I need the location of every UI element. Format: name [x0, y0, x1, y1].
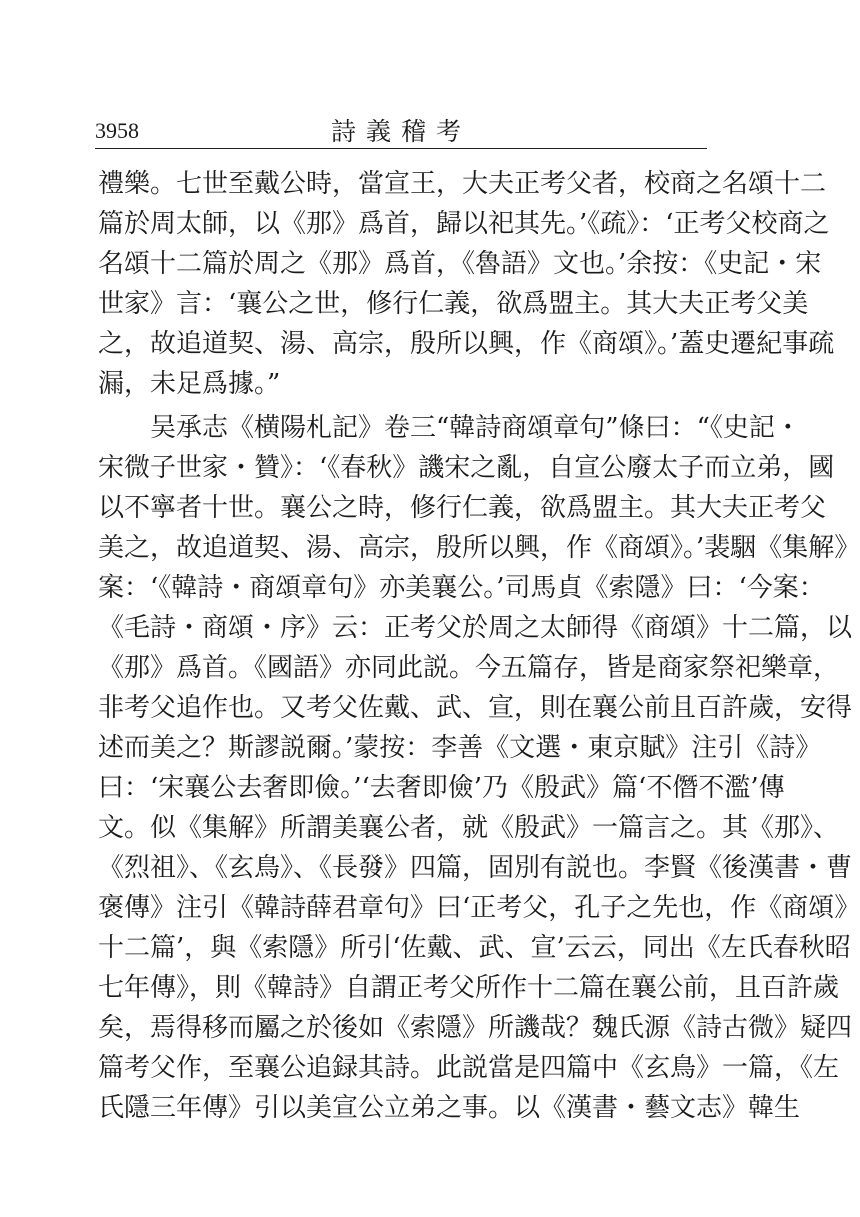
text-line: 文。似《集解》所謂美襄公者，就《殷武》一篇言之。其《那》、 — [98, 813, 840, 843]
text-line: 以不寧者十世。襄公之時，修行仁義，欲爲盟主。其大夫正考父 — [98, 493, 827, 523]
text-line: 曰：‘宋襄公去奢即儉。’‘去奢即儉’乃《殷武》篇‘不僭不濫’傳 — [98, 773, 785, 803]
text-line: 案：‘《韓詩・商頌章句》亦美襄公。’司馬貞《索隱》曰：‘今案： — [98, 573, 825, 603]
text-line: 述而美之？斯謬説爾。’蒙按：李善《文選・東京賦》注引《詩》 — [98, 733, 822, 763]
text-line: 七年傳》，則《韓詩》自謂正考父所作十二篇在襄公前，且百許歲 — [98, 973, 840, 1003]
page-header — [95, 110, 707, 150]
running-title: 詩義稽考 — [330, 117, 471, 146]
text-line: 篇考父作，至襄公追録其詩。此説當是四篇中《玄鳥》一篇，《左 — [98, 1053, 840, 1083]
text-line: 《毛詩・商頌・序》云：正考父於周之太師得《商頌》十二篇，以 — [98, 613, 853, 643]
text-line: 之，故追道契、湯、高宗，殷所以興，作《商頌》。’蓋史遷紀事疏 — [98, 329, 835, 359]
text-line: 氏隱三年傳》引以美宣公立弟之事。以《漢書・藝文志》韓生 — [98, 1093, 801, 1123]
text-line: 矣，焉得移而屬之於後如《索隱》所譏哉？魏氏源《詩古微》疑四 — [98, 1013, 853, 1043]
text-line: 漏，未足爲據。” — [98, 369, 281, 399]
header-rule — [95, 148, 707, 149]
body-text — [98, 164, 860, 1128]
text-line: 吴承志《横陽札記》卷三“韓詩商頌章句”條曰：“《史記・ — [150, 413, 801, 443]
text-line: 禮樂。七世至戴公時，當宣王，大夫正考父者，校商之名頌十二 — [98, 169, 827, 199]
text-line: 宋微子世家・贊》：‘《春秋》譏宋之亂，自宣公廢太子而立弟，國 — [98, 453, 835, 483]
text-line: 非考父追作也。又考父佐戴、武、宣，則在襄公前且百許歲，安得 — [98, 693, 853, 723]
text-line: 《烈祖》、《玄鳥》、《長發》四篇，固別有説也。李賢《後漢書・曹 — [98, 853, 853, 883]
text-line: 篇於周太師，以《那》爲首，歸以祀其先。’《疏》：‘正考父校商之 — [98, 209, 830, 239]
text-line: 名頌十二篇於周之《那》爲首，《魯語》文也。’余按：《史記・宋 — [98, 249, 822, 279]
text-line: 美之，故追道契、湯、高宗，殷所以興，作《商頌》。’裴駰《集解》 — [98, 533, 860, 563]
text-line: 十二篇’，與《索隱》所引‘佐戴、武、宣’云云，同出《左氏春秋昭 — [98, 933, 851, 963]
text-line: 褒傳》注引《韓詩薛君章句》曰‘正考父，孔子之先也，作《商頌》 — [98, 893, 860, 923]
page-number: 3958 — [95, 118, 139, 143]
text-line: 《那》爲首。《國語》亦同此説。今五篇存，皆是商家祭祀樂章， — [98, 653, 840, 683]
text-line: 世家》言：‘襄公之世，修行仁義，欲爲盟主。其大夫正考父美 — [98, 289, 809, 319]
